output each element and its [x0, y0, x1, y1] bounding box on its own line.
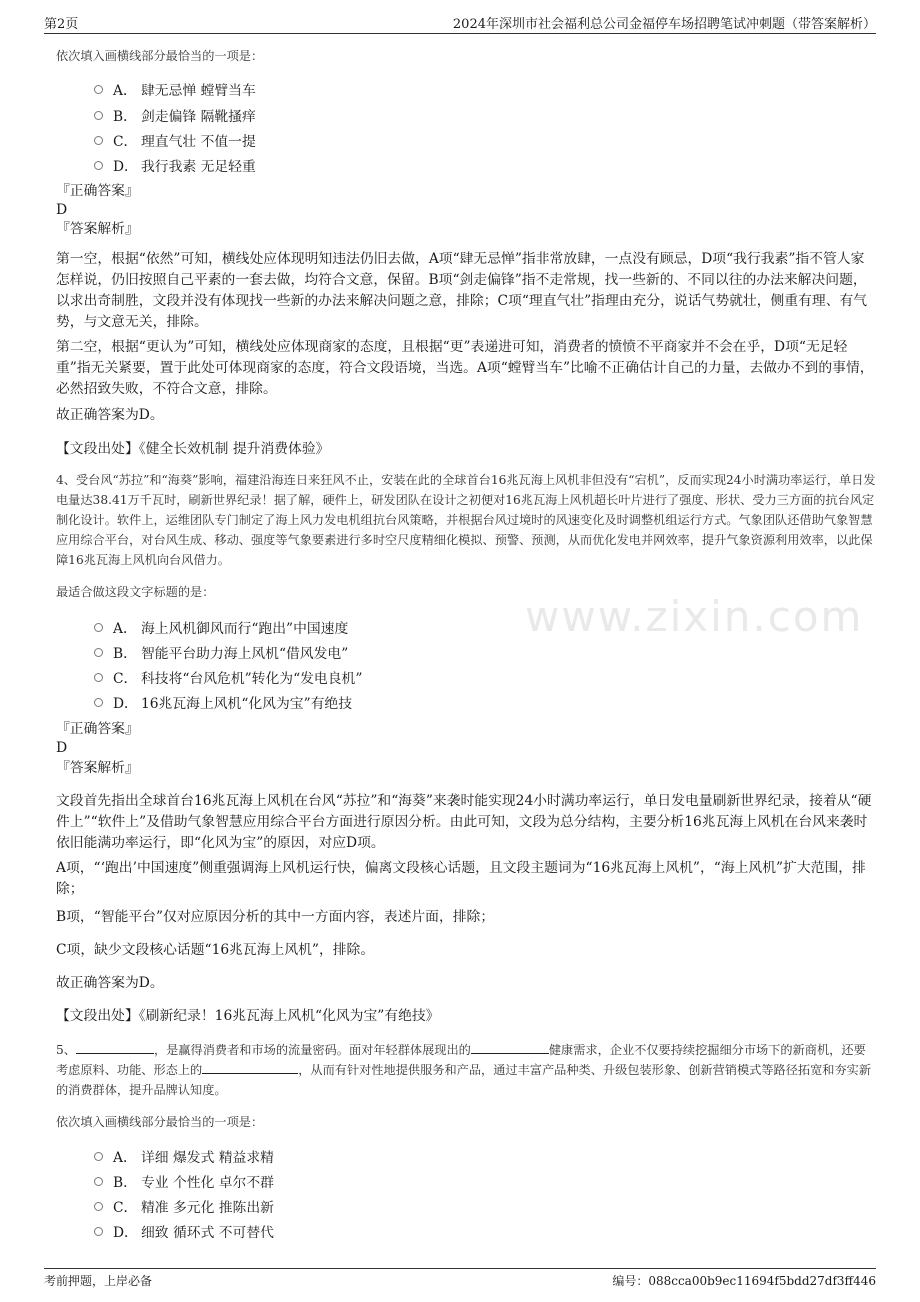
q5-option-a[interactable]: A． 详细 爆发式 精益求精	[94, 1145, 274, 1167]
radio-icon[interactable]	[94, 623, 103, 632]
radio-icon[interactable]	[94, 161, 103, 170]
radio-icon[interactable]	[94, 648, 103, 657]
document-id: 编号：088cca00b9ec11694f5bdd27df3ff446	[612, 1273, 876, 1288]
q4-source: 【文段出处】《刷新纪录！16兆瓦海上风机“化风为宝”有绝技》	[56, 1008, 440, 1024]
radio-icon[interactable]	[94, 698, 103, 707]
q4-analysis-paragraph: 文段首先指出全球首台16兆瓦海上风机在台风“苏拉”和“海葵”来袭时能实现24小时满功率运行，单日发电量刷新世界纪录，接着从“硬件上”“软件上”及借助气象智慧应用综合平台方面进行原因分析。由此可知，文段为总分结构，主要分析16兆瓦海上风机在台风来袭时依旧能满功率运行，即“化风为宝”的原因，对应D项。	[56, 793, 872, 851]
q3-option-b[interactable]: B． 剑走偏锋 隔靴搔痒	[94, 104, 256, 126]
q4-option-a[interactable]: A． 海上风机御风而行“跑出”中国速度	[94, 616, 348, 638]
radio-icon[interactable]	[94, 85, 103, 94]
q3-answer: D	[56, 202, 68, 218]
q4-analysis-paragraph: C项，缺少文段核心话题“16兆瓦海上风机”，排除。	[56, 942, 375, 958]
q5-option-b[interactable]: B． 专业 个性化 卓尔不群	[94, 1170, 274, 1192]
q3-analysis-paragraph: 第二空，根据“更认为”可知，横线处应体现商家的态度，且根据“更”表递进可知，消费者的愤愤不平商家并不会在乎，D项“无足轻重”指无关紧要，置于此处可体现商家的态度，符合文段语境，当选。A项“螳臂当车”比喻不正确估计自己的力量，去做办不到的事情，必然招致失败，不符合文意，排除。	[56, 339, 874, 397]
q4-option-c[interactable]: C． 科技将“台风危机”转化为“发电良机”	[94, 666, 362, 688]
radio-icon[interactable]	[94, 1152, 103, 1161]
q5-prompt: 依次填入画横线部分最恰当的一项是：	[56, 1115, 264, 1129]
q3-option-d[interactable]: D． 我行我素 无足轻重	[94, 154, 256, 176]
q3-conclusion: 故正确答案为D。	[56, 407, 164, 423]
q3-answer-label: 『正确答案』	[56, 183, 139, 199]
q3-prompt: 依次填入画横线部分最恰当的一项是：	[56, 49, 264, 63]
q4-analysis-paragraph: B项，“智能平台”仅对应原因分析的其中一方面内容，表述片面，排除；	[56, 909, 495, 925]
radio-icon[interactable]	[94, 136, 103, 145]
fill-blank-3	[202, 1061, 298, 1074]
q3-analysis-paragraph: 第一空，根据“依然”可知，横线处应体现明知违法仍旧去做，A项“肆无忌惮”指非常放肆，一点没有顾忌，D项“我行我素”指不管人家怎样说，仍旧按照自己平素的一套去做，均符合文意，保留。B项“剑走偏锋”指不走常规，找一些新的、不同以往的办法来解决问题，以求出奇制胜，文段并没有体现找一些新的办法来解决问题之意，排除；C项“理直气壮”指理由充分，说话气势就壮，侧重有理、有气势，与文意无关，排除。	[56, 251, 868, 330]
page-number: 第2页	[44, 16, 79, 32]
q4-answer: D	[56, 740, 68, 756]
page-header	[44, 12, 876, 32]
radio-icon[interactable]	[94, 111, 103, 120]
footer-divider	[44, 1268, 876, 1269]
q5-stem: 5、 ，是赢得消费者和市场的流量密码。面对年轻群体展现出的 健康需求，企业不仅要持续挖掘细分市场下的新商机，还要考虑原料、功能、形态上的 ，从而有针对性地提供服务和产品，通过丰富产品种类、升级包装形象、创新营销模式等路径拓宽和夯实新的消费群体，提升品牌认知度。	[56, 1043, 872, 1097]
fill-blank-1	[76, 1041, 154, 1054]
fill-blank-2	[471, 1041, 549, 1054]
radio-icon[interactable]	[94, 1177, 103, 1186]
q5-option-c[interactable]: C． 精准 多元化 推陈出新	[94, 1195, 274, 1217]
q3-option-a[interactable]: A． 肆无忌惮 螳臂当车	[94, 78, 256, 100]
watermark: www.zixin.com	[525, 592, 864, 641]
radio-icon[interactable]	[94, 1202, 103, 1211]
q5-option-d[interactable]: D． 细致 循环式 不可替代	[94, 1220, 274, 1242]
radio-icon[interactable]	[94, 1227, 103, 1236]
header-divider	[44, 33, 876, 34]
q4-option-d[interactable]: D． 16兆瓦海上风机“化风为宝”有绝技	[94, 691, 352, 713]
q3-option-c[interactable]: C． 理直气壮 不值一提	[94, 129, 256, 151]
q3-analysis-label: 『答案解析』	[56, 221, 139, 237]
q4-option-b[interactable]: B． 智能平台助力海上风机“借风发电”	[94, 641, 348, 663]
footer-slogan: 考前押题，上岸必备	[44, 1273, 153, 1288]
q4-answer-label: 『正确答案』	[56, 721, 139, 737]
page-footer	[44, 1271, 876, 1289]
q4-conclusion: 故正确答案为D。	[56, 975, 164, 991]
q4-stem: 4、受台风“苏拉”和“海葵”影响，福建沿海连日来狂风不止，安装在此的全球首台16兆瓦海上风机非但没有“宕机”，反而实现24小时满功率运行，单日发电量达38.41万千瓦时，刷新世界纪录！据了解，硬件上，研发团队在设计之初便对16兆瓦海上风机超长叶片进行了强度、形状、受力三方面的抗台风定制化设计。软件上，运维团队专门制定了海上风力发电机组抗台风策略，并根据台风过境时的风速变化及时调整机组运行方式。气象团队还借助气象智慧应用综合平台，对台风生成、移动、强度等气象要素进行多时空尺度精细化模拟、预警、预测，从而优化发电并网效率，提升气象资源利用效率，以此保障16兆瓦海上风机向台风借力。	[56, 473, 876, 567]
q4-analysis-label: 『答案解析』	[56, 760, 139, 776]
q3-source: 【文段出处】《健全长效机制 提升消费体验》	[56, 441, 330, 457]
radio-icon[interactable]	[94, 673, 103, 682]
q4-analysis-paragraph: A项，“‘跑出’中国速度”侧重强调海上风机运行快，偏离文段核心话题，且文段主题词为“16兆瓦海上风机”，“海上风机”扩大范围，排除；	[56, 860, 866, 897]
q4-prompt: 最适合做这段文字标题的是：	[56, 585, 215, 599]
document-title: 2024年深圳市社会福利总公司金福停车场招聘笔试冲刺题（带答案解析）	[452, 16, 876, 32]
